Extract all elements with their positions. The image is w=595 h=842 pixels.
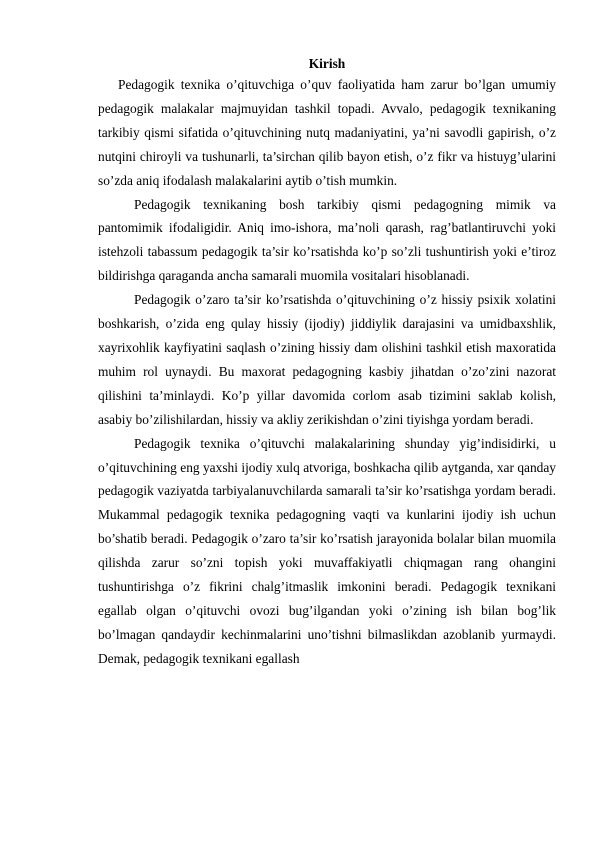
document-body [98, 55, 556, 671]
paragraph-mimic-expression: Pedagogik texnikaning bosh tarkibiy qismi pedagogning mimik va pantomimik ifodaligidir. Aniq imo-ishora, ma’noli qarash, rag’batlantiruvchi yoki istehzoli tabassum pedagogik ta’sir ko’rsatishda ko’p so’zli tushuntirish yoki e’tiroz bildirishga qaraganda ancha samarali muomila vositalari hisoblanadi. [98, 196, 556, 284]
paragraph-emotional-state: Pedagogik o’zaro ta’sir ko’rsatishda o’qituvchining o’z hissiy psixik xolatini boshkarish, o’zida eng qulay hissiy (ijodiy) jiddiylik darajasini va umidbaxshlik, xayrixohlik kayfiyatini saqlash o’zining hissiy dam olishini tashkil etish maxoratida muhim rol uynaydi. Bu maxorat pedagogning kasbiy jihatdan o’zo’zini nazorat qilishini ta’minlaydi. Ko’p yillar davomida corlom asab tizimini saklab kolish, asabiy bo’zilishilardan, hissiy va akliy zerikishdan o’zini tiyishga yordam beradi. [98, 292, 556, 427]
page-title: Kirish [308, 56, 346, 71]
paragraph-speech-culture: Pedagogik texnika o’qituvchiga o’quv faoliyatida ham zarur bo’lgan umumiy pedagogik malakalar majmuyidan tashkil topadi. Avvalo, pedagogik texnikaning tarkibiy qismi sifatida o’qituvchining nutq madaniyatini, ya’ni savodli gapirish, o’z nutqini chiroyli va tushunarli, ta’sirchan qilib bayon etish, o’z fikr va histuyg’ularini so’zda aniq ifodalash malakalarini aytib o’tish mumkin. [98, 77, 556, 188]
paragraph-teacher-skills: Pedagogik texnika o’qituvchi malakalarining shunday yig’indisidirki, u o’qituvchining eng yaxshi ijodiy xulq atvoriga, boshkacha qilib aytganda, xar qanday pedagogik vaziyatda tarbiyalanuvchilarda samarali ta’sir ko’rsatishga yordam beradi. Mukammal pedagogik texnika pedagogning vaqti va kunlarini ijodiy ish uchun bo’shatib beradi. Pedagogik o’zaro ta’sir ko’rsatish jarayonida bolalar bilan muomila qilishda zarur so’zni topish yoki muvaffakiyatli chiqmagan rang ohangini tushuntirishga o’z fikrini chalg’itmaslik imkonini beradi. Pedagogik texnikani egallab olgan o’qituvchi ovozi bug’ilgandan yoki o’zining ish bilan bog’lik bo’lmagan qandaydir kechinmalarini uno’tishni bilmaslikdan azoblanib yurmaydi. Demak, pedagogik texnikani egallash [98, 435, 556, 666]
